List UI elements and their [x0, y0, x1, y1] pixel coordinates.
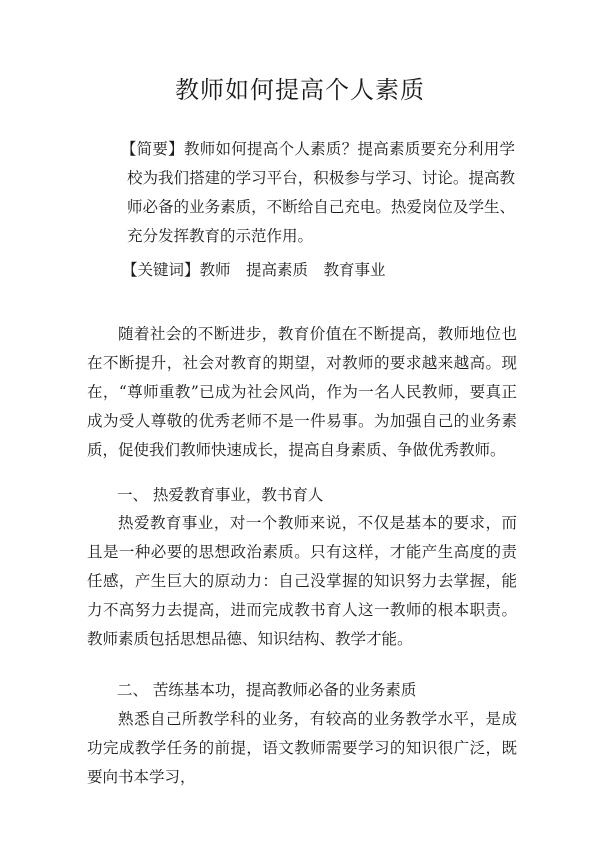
body-paragraph: 随着社会的不断进步，教育价值在不断提高，教师地位也在不断提升，社会对教育的期望，对教师的要求越来越高。现在，“尊师重教”已成为社会风尚，作为一名人民教师，要真正成为受人尊敬的优秀老师不是一件易事。为加强自己的业务素质，促使我们教师快速成长，提高自身素质、争做优秀教师。 — [87, 325, 517, 459]
section-heading: 一、 热爱教育事业，教书育人 — [117, 486, 324, 504]
document-title: 教师如何提高个人素质 — [175, 76, 425, 104]
body-paragraph: 热爱教育事业，对一个教师来说，不仅是基本的要求，而且是一种必要的思想政治素质。只有这样，才能产生高度的责任感，产生巨大的原动力：自己没掌握的知识努力去掌握，能力不高努力去提高，进而完成教书育人这一教师的根本职责。教师素质包括思想品德、知识结构、教学才能。 — [87, 514, 517, 648]
section-heading: 二、 苦练基本功，提高教师必备的业务素质 — [117, 681, 417, 699]
abstract-paragraph: 【简要】教师如何提高个人素质？提高素质要充分利用学校为我们搭建的学习平台，积极参与学习、讨论。提高教师必备的业务素质，不断给自己充电。热爱岗位及学生、充分发挥教育的示范作用。 — [120, 140, 515, 245]
body-paragraph: 熟悉自己所教学科的业务，有较高的业务教学水平，是成功完成教学任务的前提，语文教师需要学习的知识很广泛，既要向书本学习， — [87, 710, 517, 786]
keywords-line: 【关键词】教师 提高素质 教育事业 — [122, 261, 386, 279]
